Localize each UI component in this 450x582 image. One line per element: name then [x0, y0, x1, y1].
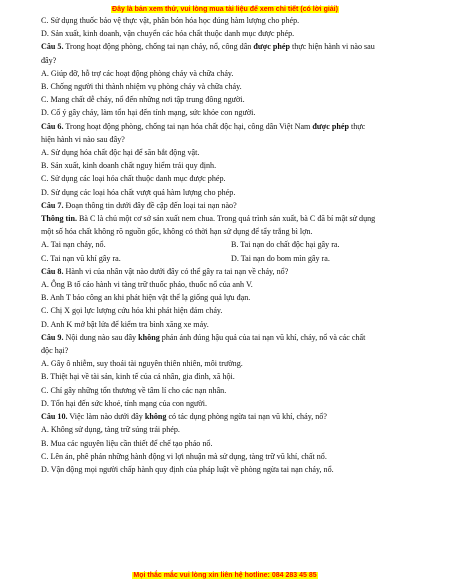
question-10-label: Câu 10.: [41, 412, 68, 422]
question-10-emphasis: không: [144, 412, 167, 422]
question-9-option-d: D. Tổn hại đến sức khoẻ, tính mạng của con người.: [41, 398, 207, 408]
question-9-emphasis: không: [138, 332, 160, 342]
question-10: [41, 410, 421, 423]
question-7-info: [41, 212, 421, 225]
question-9: [41, 331, 421, 344]
question-8-text: Hành vi của nhân vật nào dưới đây có thể gây ra tai nạn về cháy, nổ?: [63, 266, 289, 276]
question-6-option-b: B. Sản xuất, kinh doanh chất nguy hiểm trái quy định.: [41, 161, 217, 171]
question-7-options-row-1: [41, 238, 421, 251]
question-10-option-c: C. Lên án, phê phán những hành động vi lợi nhuận mà sử dụng, tàng trữ vũ khí, chất nổ.: [41, 451, 327, 461]
hotline-banner: [0, 571, 450, 580]
question-6-text: Trong hoạt động phòng, chống tai nạn hóa chất độc hại, công dân Việt Nam: [63, 121, 313, 131]
question-7-info-text: Bà C là chủ một cơ sở sản xuất nem chua. Trong quá trình sản xuất, bà C đã bí mật sử dụng: [77, 214, 376, 224]
question-5-option-a: A. Giúp đỡ, hỗ trợ các hoạt động phòng cháy và chữa cháy.: [41, 68, 234, 78]
question-5-option-d: D. Cố ý gây cháy, làm tổn hại đến tính mạng, sức khỏe con người.: [41, 108, 256, 118]
question-5-label: Câu 5.: [41, 42, 64, 52]
question-8-option-b: B. Anh T báo công an khi phát hiện vật thể lạ giống quả lựu đạn.: [41, 293, 251, 303]
question-9-option-b: B. Thiệt hại về tài sản, kinh tế của cá nhân, gia đình, xã hội.: [41, 372, 235, 382]
question-9-continuation: độc hại?: [41, 346, 69, 356]
question-5: [41, 40, 421, 53]
question-9-text: Nội dung nào sau đây: [63, 332, 139, 342]
question-6: [41, 120, 421, 133]
preview-banner-text: Đây là bản xem thử, vui lòng mua tài liệu để xem chi tiết (có lời giải): [112, 6, 338, 13]
question-7-option-d: D. Tai nạn do bom mìn gây ra.: [231, 253, 330, 263]
question-5-option-b: B. Chống người thi thành nhiệm vụ phòng cháy và chữa cháy.: [41, 82, 242, 92]
question-8-option-d: D. Anh K mở bật lửa để kiểm tra bình xăng xe máy.: [41, 319, 209, 329]
carry-over-option-d: D. Sản xuất, kinh doanh, vận chuyển các hóa chất thuộc danh mục được phép.: [41, 29, 295, 39]
question-7-option-b: B. Tai nạn do chất độc hại gây ra.: [231, 240, 340, 250]
question-8-label: Câu 8.: [41, 266, 64, 276]
question-10-text: Việc làm nào dưới đây: [67, 412, 145, 422]
question-5-continuation: đây?: [41, 55, 57, 65]
question-7-option-a: A. Tai nạn cháy, nổ.: [41, 240, 106, 250]
question-6-emphasis: được phép: [312, 121, 349, 131]
question-5-emphasis: được phép: [253, 42, 290, 52]
question-6-option-c: C. Sử dụng các loại hóa chất thuộc danh mục được phép.: [41, 174, 226, 184]
question-7-label: Câu 7.: [41, 200, 64, 210]
question-9-label: Câu 9.: [41, 332, 64, 342]
question-5-text: Trong hoạt động phòng, chống tai nạn cháy, nổ, công dân: [63, 42, 254, 52]
question-8-option-c: C. Chị X gọi lực lượng cứu hỏa khi phát hiện đám cháy.: [41, 306, 223, 316]
question-6-continuation: hiện hành vi nào sau đây?: [41, 134, 125, 144]
hotline-banner-text: Mọi thắc mắc vui lòng xin liên hệ hotline: 084 283 45 85: [133, 572, 317, 579]
question-7-info-label: Thông tin.: [41, 214, 77, 224]
question-7: [41, 199, 421, 212]
document-body: [41, 14, 421, 476]
question-7-options-row-2: [41, 252, 421, 265]
question-10-option-b: B. Mua các nguyên liệu cần thiết để chế tạo pháo nổ.: [41, 438, 213, 448]
question-5-option-c: C. Mang chất dễ cháy, nổ đến những nơi tập trung đông người.: [41, 95, 245, 105]
question-9-text-end: phản ánh đúng hậu quả của tai nạn vũ khí, cháy, nổ và các chất: [159, 332, 366, 342]
question-6-option-d: D. Sử dụng các loại hóa chất vượt quá hàm lượng cho phép.: [41, 187, 236, 197]
preview-banner: [0, 5, 450, 14]
question-9-option-c: C. Chỉ gây những tổn thương về tâm lí cho các nạn nhân.: [41, 385, 227, 395]
question-7-info-continuation: một số hóa chất không rõ nguồn gốc, không có thời hạn sử dụng để tẩy trắng bì lợn.: [41, 227, 313, 237]
carry-over-option-c: C. Sử dụng thuốc bảo vệ thực vật, phân bón hóa học đúng hàm lượng cho phép.: [41, 16, 300, 25]
question-5-text-end: thực hiện hành vi nào sau: [289, 42, 375, 52]
question-10-option-a: A. Không sử dụng, tàng trữ súng trái phép.: [41, 425, 180, 435]
question-8: [41, 265, 421, 278]
question-6-option-a: A. Sử dụng hóa chất độc hại để săn bắt động vật.: [41, 148, 200, 158]
question-7-option-c: C. Tai nạn vũ khí gây ra.: [41, 253, 121, 263]
question-10-option-d: D. Vận động mọi người chấp hành quy định của pháp luật về phòng ngừa tai nạn cháy, nổ.: [41, 464, 334, 474]
question-10-text-end: có tác dụng phòng ngừa tai nạn vũ khí, cháy, nổ?: [166, 412, 327, 422]
question-8-option-a: A. Ông B tố cáo hành vi tàng trữ thuốc pháo, thuốc nổ của anh V.: [41, 280, 253, 290]
question-7-text: Đoạn thông tin dưới đây đề cập đến loại tai nạn nào?: [63, 200, 237, 210]
question-9-option-a: A. Gây ô nhiễm, suy thoái tài nguyên thiên nhiên, môi trường.: [41, 359, 243, 369]
question-6-label: Câu 6.: [41, 121, 64, 131]
question-6-text-end: thực: [348, 121, 366, 131]
